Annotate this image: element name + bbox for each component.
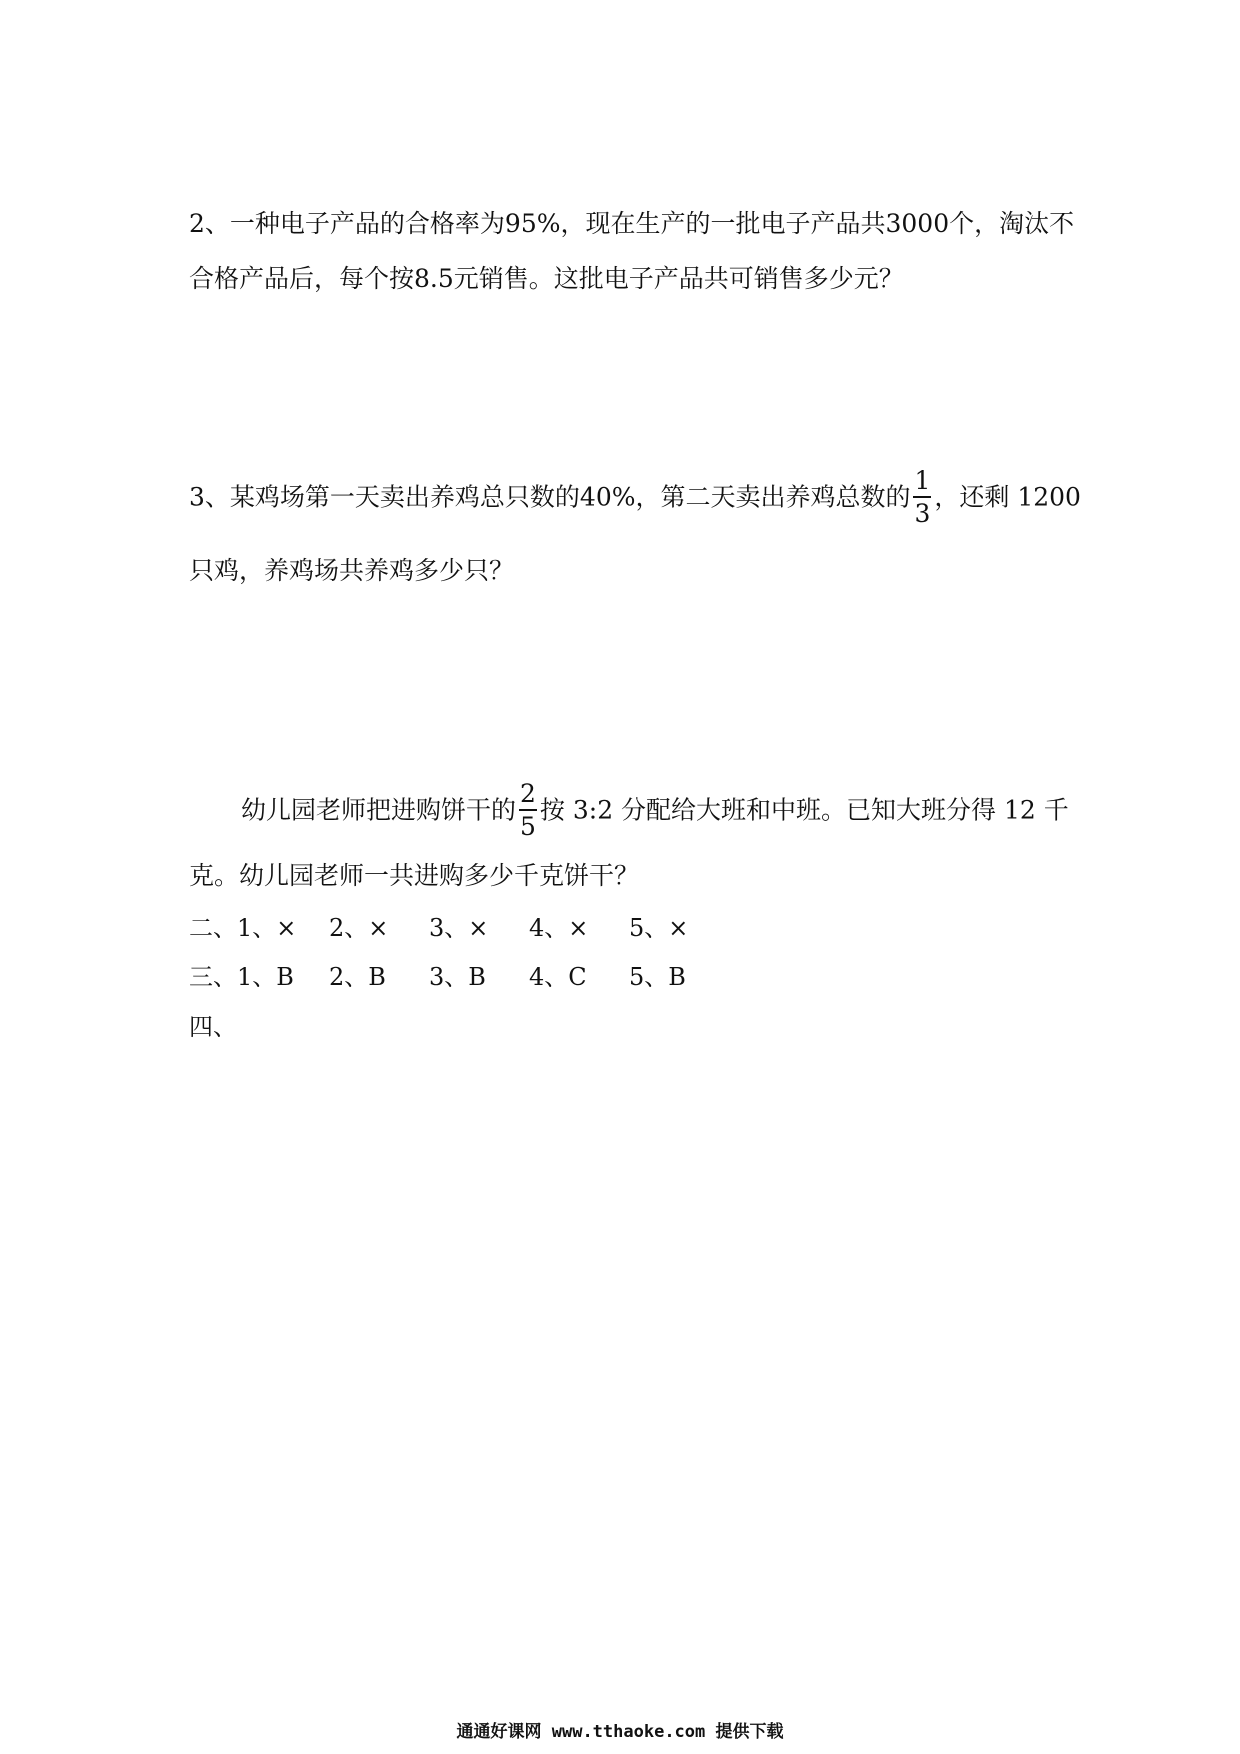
answer-item: 三、1、B xyxy=(189,963,294,991)
question-3-line-1 xyxy=(189,466,1081,528)
answer-item: 4、× xyxy=(529,914,589,942)
fraction-numerator: 2 xyxy=(520,779,536,808)
fraction-two-fifths xyxy=(518,781,538,839)
question-2-line-2: 合格产品后，每个按8.5元销售。这批电子产品共可销售多少元？ xyxy=(189,264,904,293)
question-4-text-before: 幼儿园老师把进购饼干的 xyxy=(241,795,517,825)
answer-item: 4、C xyxy=(529,963,587,991)
answer-item: 3、× xyxy=(429,914,489,942)
answer-row-section-3 xyxy=(189,965,729,989)
question-3-text-before: 3、某鸡场第一天卖出养鸡总只数的40%，第二天卖出养鸡总数的 xyxy=(189,482,911,512)
answer-row-section-2 xyxy=(189,916,729,940)
answer-row-section-4 xyxy=(189,1015,237,1039)
answer-item: 5、B xyxy=(629,963,686,991)
answer-item: 3、B xyxy=(429,963,486,991)
answer-item: 2、B xyxy=(329,963,386,991)
question-4-line-2: 克。幼儿园老师一共进购多少千克饼干？ xyxy=(189,861,640,890)
answer-section-4-label: 四、 xyxy=(189,1013,237,1041)
fraction-one-third xyxy=(912,468,932,526)
answer-item: 2、× xyxy=(329,914,389,942)
question-4-line-1 xyxy=(241,779,1069,841)
answer-item: 二、1、× xyxy=(189,914,297,942)
question-2-line-1: 2、一种电子产品的合格率为95%，现在生产的一批电子产品共3000个，淘汰不 xyxy=(189,209,1075,238)
page-footer: 通通好课网 www.tthaoke.com 提供下载 xyxy=(456,1722,784,1742)
question-3-line-2: 只鸡，养鸡场共养鸡多少只？ xyxy=(189,556,515,585)
question-3-text-after: ，还剩 1200 xyxy=(934,482,1081,512)
fraction-numerator: 1 xyxy=(914,466,931,495)
question-4-text-after: 按 3:2 分配给大班和中班。已知大班分得 12 千 xyxy=(539,795,1069,825)
fraction-denominator: 5 xyxy=(520,812,536,841)
fraction-denominator: 3 xyxy=(914,499,931,528)
answer-item: 5、× xyxy=(629,914,689,942)
